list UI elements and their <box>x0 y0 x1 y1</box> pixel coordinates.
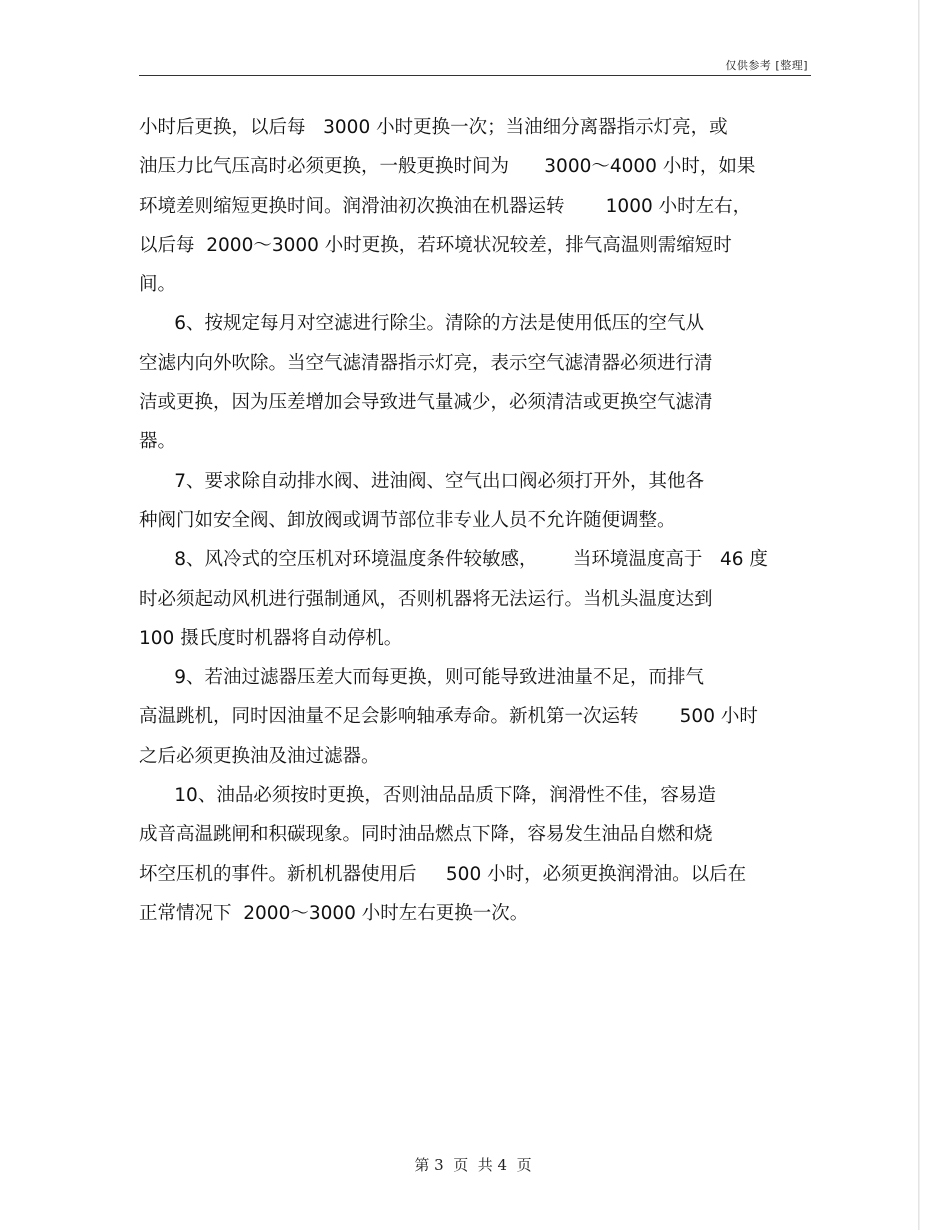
text-line: 高温跳机，同时因油量不足会影响轴承寿命。新机第一次运转 500 小时 <box>139 706 758 728</box>
text-line: 100 摄氏度时机器将自动停机。 <box>139 627 403 649</box>
text-line: 10、油品必须按时更换，否则油品品质下降，润滑性不佳，容易造 <box>139 785 716 807</box>
text-line: 8、风冷式的空压机对环境温度条件较敏感， 当环境温度高于 46 度 <box>139 549 768 571</box>
text-line: 小时后更换，以后每 3000 小时更换一次；当油细分离器指示灯亮，或 <box>139 117 728 138</box>
text-line: 7、要求除自动排水阀、进油阀、空气出口阀必须打开外，其他各 <box>139 470 705 492</box>
text-line: 6、按规定每月对空滤进行除尘。清除的方法是使用低压的空气从 <box>139 313 705 335</box>
body-text <box>139 108 819 933</box>
text-line: 种阀门如安全阀、卸放阀或调节部位非专业人员不允许随便调整。 <box>139 509 676 531</box>
header-divider <box>139 75 811 76</box>
text-line: 成音高温跳闸和积碳现象。同时油品燃点下降，容易发生油品自燃和烧 <box>139 824 713 846</box>
text-line: 器。 <box>139 431 177 453</box>
text-line: 正常情况下 2000～3000 小时左右更换一次。 <box>139 902 529 924</box>
page-number-footer: 第 3 页 共 4 页 <box>414 1156 532 1174</box>
text-line: 坏空压机的事件。新机机器使用后 500 小时，必须更换润滑油。以后在 <box>139 863 747 885</box>
text-line: 间。 <box>139 274 177 296</box>
text-line: 洁或更换，因为压差增加会导致进气量减少，必须清洁或更换空气滤清 <box>139 392 713 414</box>
text-line: 9、若油过滤器压差大而每更换，则可能导致进油量不足，而排气 <box>139 667 705 689</box>
text-line: 时必须起动风机进行强制通风，否则机器将无法运行。当机头温度达到 <box>139 588 713 610</box>
header-label: 仅供参考 [整理] <box>725 59 808 72</box>
text-line: 空滤内向外吹除。当空气滤清器指示灯亮，表示空气滤清器必须进行清 <box>139 352 713 374</box>
text-line: 油压力比气压高时必须更换，一般更换时间为 3000～4000 小时，如果 <box>139 156 756 178</box>
text-line: 以后每 2000～3000 小时更换，若环境状况较差，排气高温则需缩短时 <box>139 234 732 256</box>
text-line: 环境差则缩短更换时间。润滑油初次换油在机器运转 1000 小时左右， <box>139 195 752 217</box>
text-line: 之后必须更换油及油过滤器。 <box>139 745 380 767</box>
